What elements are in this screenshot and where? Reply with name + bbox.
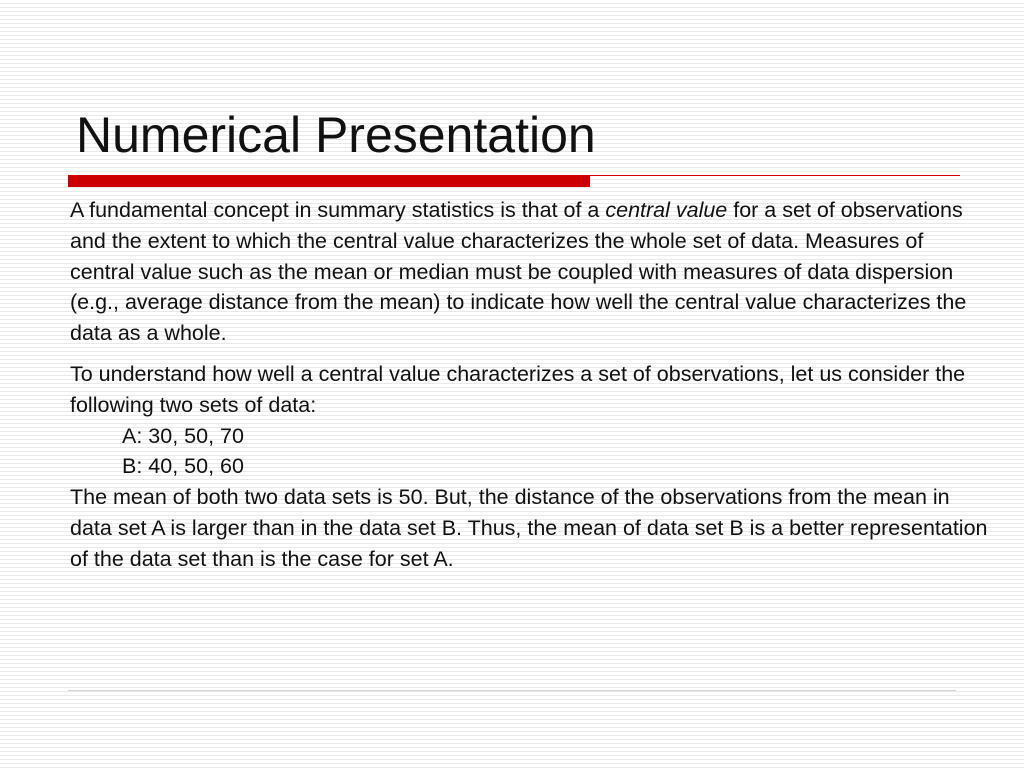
paragraph-1-text-end: for a set of observations and the extent to which the central value characterizes the whole set of data. Measures of central value such as the mean or median must be coupled with measures of data dispersion (e.g., average distance from the mean) to indicate how well the central value characterizes the data as a whole. xyxy=(70,198,967,346)
paragraph-1-text-start: A fundamental concept in summary statistics is that of a xyxy=(70,198,606,222)
paragraph-2-intro: To understand how well a central value characterizes a set of observations, let us consider the following two sets of data: xyxy=(70,361,966,417)
paragraph-2-conclusion: The mean of both two data sets is 50. But, the distance of the observations from the mean in data set A is larger than in the data set B. Thus, the mean of data set B is a better representation of the data set than is the case for set A. xyxy=(70,485,988,571)
slide-body xyxy=(70,195,990,575)
data-set-a: A: 30, 50, 70 xyxy=(122,423,244,448)
paragraph-data-sets xyxy=(70,359,990,575)
footer-divider xyxy=(68,690,956,691)
title-underline xyxy=(590,175,960,176)
slide-title: Numerical Presentation xyxy=(76,107,596,163)
paragraph-central-value xyxy=(70,195,990,349)
central-value-term: central value xyxy=(605,198,728,222)
title-accent-bar xyxy=(68,175,590,187)
data-set-b: B: 40, 50, 60 xyxy=(122,454,244,479)
